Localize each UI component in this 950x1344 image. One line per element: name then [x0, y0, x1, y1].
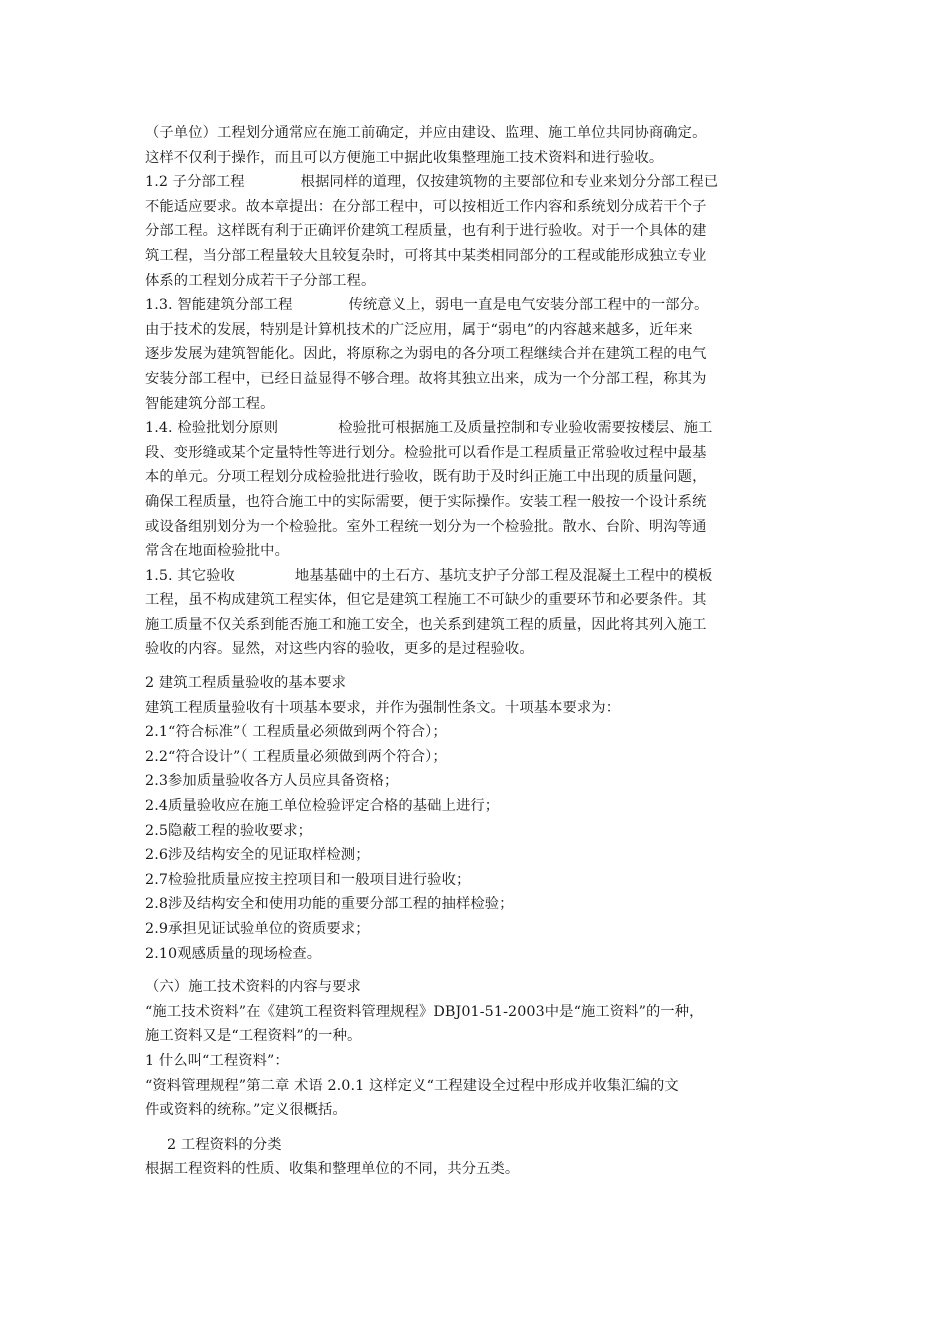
section-1-5 — [145, 564, 815, 662]
section-heading: 2 工程资料的分类 — [167, 1136, 282, 1153]
section-heading-line — [145, 293, 815, 318]
document-page — [145, 121, 815, 1182]
section-text: 传统意义上，弱电一直是电气安装分部工程中的一部分。 — [348, 297, 709, 314]
section-6-technical-data — [145, 975, 815, 1123]
text-line: 这样不仅利于操作，而且可以方便施工中据此收集整理施工技术资料和进行验收。 — [145, 149, 664, 166]
section-1-2 — [145, 170, 815, 293]
section-heading: 1.4. 检验批划分原则 — [145, 420, 279, 437]
section-heading: （六）施工技术资料的内容与要求 — [145, 979, 361, 996]
text-line: 施工资料又是“工程资料”的一种。 — [145, 1028, 362, 1045]
text-line: 1 什么叫“工程资料”： — [145, 1052, 289, 1069]
list-item: 2.4质量验收应在施工单位检验评定合格的基础上进行； — [145, 798, 500, 815]
text-line: 分部工程。这样既有利于正确评价建筑工程质量，也有利于进行验收。对于一个具体的建 — [145, 223, 707, 240]
list-item: 2.10观感质量的现场检查。 — [145, 945, 322, 962]
list-item: 2.5隐蔽工程的验收要求； — [145, 822, 313, 839]
section-1-4 — [145, 416, 815, 564]
text-line: 本的单元。分项工程划分成检验批进行验收，既有助于及时纠正施工中出现的质量问题， — [145, 469, 707, 486]
section-heading: 1.5. 其它验收 — [145, 567, 235, 584]
text-line: 常含在地面检验批中。 — [145, 543, 289, 560]
text-line: （子单位）工程划分通常应在施工前确定，并应由建设、监理、施工单位共同协商确定。 — [145, 125, 707, 141]
list-item: 2.6涉及结构安全的见证取样检测； — [145, 847, 370, 864]
paragraph-subunit — [145, 121, 815, 170]
list-item: 2.7检验批质量应按主控项目和一般项目进行验收； — [145, 871, 471, 888]
list-item: 2.9承担见证试验单位的资质要求； — [145, 921, 370, 937]
section-heading: 1.2 子分部工程 — [145, 174, 245, 191]
text-line: 不能适应要求。故本章提出：在分部工程中，可以按相近工作内容和系统划分成若干个子 — [145, 198, 707, 215]
section-heading-line — [145, 170, 815, 195]
text-line: 智能建筑分部工程。 — [145, 395, 275, 412]
list-item: 2.8涉及结构安全和使用功能的重要分部工程的抽样检验； — [145, 896, 514, 913]
text-line: 验收的内容。显然，对这些内容的验收，更多的是过程验收。 — [145, 641, 534, 658]
text-line: 体系的工程划分成若干子分部工程。 — [145, 272, 376, 289]
text-line: 根据工程资料的性质、收集和整理单位的不同，共分五类。 — [145, 1161, 520, 1178]
text-line: 施工质量不仅关系到能否施工和施工安全，也关系到建筑工程的质量，因此将其列入施工 — [145, 616, 707, 633]
section-heading-line — [145, 416, 815, 441]
text-line: 确保工程质量，也符合施工中的实际需要，便于实际操作。安装工程一般按一个设计系统 — [145, 493, 707, 510]
section-6-2-classification — [145, 1133, 815, 1182]
section-1-3 — [145, 293, 815, 416]
section-text: 检验批可根据施工及质量控制和专业验收需要按楼层、施工 — [338, 420, 713, 437]
text-line: 或设备组别划分为一个检验批。室外工程统一划分为一个检验批。散水、台阶、明沟等通 — [145, 518, 707, 535]
text-line: 逐步发展为建筑智能化。因此，将原称之为弱电的各分项工程继续合并在建筑工程的电气 — [145, 346, 707, 363]
list-item: 2.2“符合设计”（ 工程质量必须做到两个符合）； — [145, 748, 447, 765]
section-text: 地基基础中的土石方、基坑支护子分部工程及混凝土工程中的模板 — [294, 567, 713, 584]
section-heading: 2 建筑工程质量验收的基本要求 — [145, 675, 346, 692]
list-item: 2.3参加质量验收各方人员应具备资格； — [145, 773, 399, 790]
section-2-requirements — [145, 671, 815, 966]
text-line: 安装分部工程中，已经日益显得不够合理。故将其独立出来，成为一个分部工程，称其为 — [145, 370, 707, 387]
text-line: 工程，虽不构成建筑工程实体，但它是建筑工程施工不可缺少的重要环节和必要条件。其 — [145, 592, 707, 609]
text-line: 段、变形缝或某个定量特性等进行划分。检验批可以看作是工程质量正常验收过程中最基 — [145, 444, 707, 461]
text-line: 筑工程，当分部工程量较大且较复杂时，可将其中某类相同部分的工程或能形成独立专业 — [145, 247, 707, 264]
text-line: 由于技术的发展，特别是计算机技术的广泛应用，属于“弱电”的内容越来越多，近年来 — [145, 321, 693, 338]
text-line: “资料管理规程”第二章 术语 2.0.1 这样定义“工程建设全过程中形成并收集汇编的文 — [145, 1077, 679, 1094]
section-text: 根据同样的道理，仅按建筑物的主要部位和专业来划分分部工程已 — [300, 174, 719, 191]
section-heading: 1.3. 智能建筑分部工程 — [145, 297, 293, 314]
text-line: “施工技术资料”在《建筑工程资料管理规程》DBJ01-51-2003中是“施工资料”的一种， — [145, 1003, 704, 1020]
section-heading-line — [145, 564, 815, 589]
text-line: 件或资料的统称。”定义很概括。 — [145, 1102, 347, 1119]
text-line: 建筑工程质量验收有十项基本要求，并作为强制性条文。十项基本要求为： — [145, 699, 621, 716]
list-item: 2.1“符合标准”（ 工程质量必须做到两个符合）； — [145, 724, 447, 741]
